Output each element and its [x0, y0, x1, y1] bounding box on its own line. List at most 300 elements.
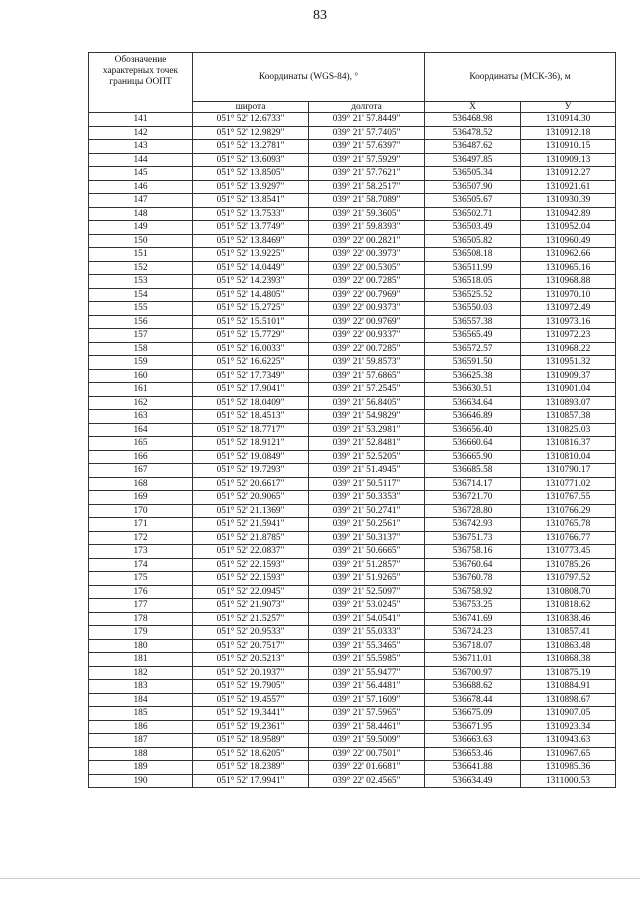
table-row: [89, 545, 616, 559]
table-row: [89, 531, 616, 545]
x-cell: 536656.40: [425, 423, 521, 437]
point-id-cell: 158: [89, 342, 193, 356]
longitude-cell: 039° 21' 50.5117": [309, 477, 425, 491]
latitude-cell: 051° 52' 18.4513": [193, 410, 309, 424]
latitude-cell: 051° 52' 19.4557": [193, 693, 309, 707]
longitude-header: долгота: [309, 102, 425, 113]
x-cell: 536760.64: [425, 558, 521, 572]
y-cell: 1310857.38: [521, 410, 616, 424]
latitude-cell: 051° 52' 13.6093": [193, 153, 309, 167]
longitude-cell: 039° 22' 00.9337": [309, 329, 425, 343]
point-id-cell: 176: [89, 585, 193, 599]
y-cell: 1310907.05: [521, 707, 616, 721]
x-cell: 536508.18: [425, 248, 521, 262]
table-row: [89, 410, 616, 424]
longitude-cell: 039° 21' 58.4461": [309, 720, 425, 734]
x-cell: 536753.25: [425, 599, 521, 613]
y-cell: 1310951.32: [521, 356, 616, 370]
table-row: [89, 261, 616, 275]
x-cell: 536653.46: [425, 747, 521, 761]
x-cell: 536507.90: [425, 180, 521, 194]
latitude-cell: 051° 52' 13.7533": [193, 207, 309, 221]
point-id-cell: 188: [89, 747, 193, 761]
table-row: [89, 153, 616, 167]
x-cell: 536700.97: [425, 666, 521, 680]
longitude-cell: 039° 22' 00.5305": [309, 261, 425, 275]
x-cell: 536557.38: [425, 315, 521, 329]
table-row: [89, 518, 616, 532]
latitude-cell: 051° 52' 13.8541": [193, 194, 309, 208]
x-cell: 536685.58: [425, 464, 521, 478]
latitude-cell: 051° 52' 21.1369": [193, 504, 309, 518]
longitude-cell: 039° 21' 50.2561": [309, 518, 425, 532]
point-id-cell: 167: [89, 464, 193, 478]
x-cell: 536721.70: [425, 491, 521, 505]
latitude-cell: 051° 52' 15.2725": [193, 302, 309, 316]
longitude-cell: 039° 21' 50.6665": [309, 545, 425, 559]
table-row: [89, 720, 616, 734]
latitude-cell: 051° 52' 18.7717": [193, 423, 309, 437]
point-id-cell: 148: [89, 207, 193, 221]
x-cell: 536742.93: [425, 518, 521, 532]
point-id-cell: 150: [89, 234, 193, 248]
table-row: [89, 342, 616, 356]
longitude-cell: 039° 21' 56.8405": [309, 396, 425, 410]
longitude-cell: 039° 21' 52.5097": [309, 585, 425, 599]
latitude-cell: 051° 52' 22.0837": [193, 545, 309, 559]
table-row: [89, 504, 616, 518]
table-row: [89, 639, 616, 653]
y-cell: 1310875.19: [521, 666, 616, 680]
longitude-cell: 039° 21' 59.8393": [309, 221, 425, 235]
point-id-cell: 186: [89, 720, 193, 734]
x-cell: 536641.88: [425, 761, 521, 775]
y-cell: 1310960.49: [521, 234, 616, 248]
table-row: [89, 707, 616, 721]
x-cell: 536646.89: [425, 410, 521, 424]
point-id-cell: 190: [89, 774, 193, 788]
longitude-cell: 039° 22' 00.7969": [309, 288, 425, 302]
longitude-cell: 039° 21' 52.5205": [309, 450, 425, 464]
latitude-cell: 051° 52' 20.9533": [193, 626, 309, 640]
y-cell: 1310914.30: [521, 113, 616, 127]
longitude-cell: 039° 22' 00.7285": [309, 275, 425, 289]
y-cell: 1310972.49: [521, 302, 616, 316]
x-cell: 536478.52: [425, 126, 521, 140]
point-id-cell: 162: [89, 396, 193, 410]
coordinates-table: [88, 52, 616, 788]
table-row: [89, 126, 616, 140]
x-cell: 536572.57: [425, 342, 521, 356]
x-cell: 536503.49: [425, 221, 521, 235]
longitude-cell: 039° 22' 00.9373": [309, 302, 425, 316]
table-row: [89, 747, 616, 761]
y-cell: 1310909.13: [521, 153, 616, 167]
y-cell: 1310910.15: [521, 140, 616, 154]
table-row: [89, 275, 616, 289]
latitude-cell: 051° 52' 20.1937": [193, 666, 309, 680]
x-cell: 536511.99: [425, 261, 521, 275]
longitude-cell: 039° 21' 55.3465": [309, 639, 425, 653]
latitude-cell: 051° 52' 13.8505": [193, 167, 309, 181]
table-row: [89, 450, 616, 464]
y-cell: 1310968.88: [521, 275, 616, 289]
longitude-cell: 039° 21' 58.7089": [309, 194, 425, 208]
x-cell: 536751.73: [425, 531, 521, 545]
y-cell: 1310921.61: [521, 180, 616, 194]
longitude-cell: 039° 21' 57.2545": [309, 383, 425, 397]
longitude-cell: 039° 22' 00.3973": [309, 248, 425, 262]
x-cell: 536741.69: [425, 612, 521, 626]
y-cell: 1310901.04: [521, 383, 616, 397]
x-cell: 536728.80: [425, 504, 521, 518]
x-cell: 536487.62: [425, 140, 521, 154]
y-cell: 1310962.66: [521, 248, 616, 262]
table-row: [89, 612, 616, 626]
msk36-header: Координаты (МСК-36), м: [425, 53, 616, 102]
table-row: [89, 167, 616, 181]
x-cell: 536497.85: [425, 153, 521, 167]
x-cell: 536711.01: [425, 653, 521, 667]
latitude-cell: 051° 52' 21.5257": [193, 612, 309, 626]
point-id-cell: 166: [89, 450, 193, 464]
y-cell: 1310767.55: [521, 491, 616, 505]
x-cell: 536665.90: [425, 450, 521, 464]
point-id-cell: 157: [89, 329, 193, 343]
y-cell: 1310930.39: [521, 194, 616, 208]
table-row: [89, 302, 616, 316]
table-row: [89, 626, 616, 640]
table-row: [89, 599, 616, 613]
point-id-cell: 177: [89, 599, 193, 613]
x-cell: 536634.64: [425, 396, 521, 410]
latitude-cell: 051° 52' 17.7349": [193, 369, 309, 383]
latitude-cell: 051° 52' 22.1593": [193, 558, 309, 572]
y-cell: 1310765.78: [521, 518, 616, 532]
longitude-cell: 039° 21' 51.4945": [309, 464, 425, 478]
point-id-cell: 143: [89, 140, 193, 154]
point-id-cell: 151: [89, 248, 193, 262]
latitude-header: широта: [193, 102, 309, 113]
point-id-cell: 175: [89, 572, 193, 586]
table-row: [89, 113, 616, 127]
table-row: [89, 423, 616, 437]
longitude-cell: 039° 21' 51.2857": [309, 558, 425, 572]
latitude-cell: 051° 52' 15.7729": [193, 329, 309, 343]
longitude-cell: 039° 21' 57.5965": [309, 707, 425, 721]
x-cell: 536688.62: [425, 680, 521, 694]
latitude-cell: 051° 52' 22.0945": [193, 585, 309, 599]
page-number: 83: [313, 8, 327, 23]
longitude-cell: 039° 21' 55.9477": [309, 666, 425, 680]
point-id-cell: 144: [89, 153, 193, 167]
point-id-cell: 185: [89, 707, 193, 721]
latitude-cell: 051° 52' 20.9065": [193, 491, 309, 505]
x-cell: 536718.07: [425, 639, 521, 653]
latitude-cell: 051° 52' 18.6205": [193, 747, 309, 761]
longitude-cell: 039° 21' 50.3137": [309, 531, 425, 545]
longitude-cell: 039° 21' 57.6397": [309, 140, 425, 154]
point-id-cell: 152: [89, 261, 193, 275]
longitude-cell: 039° 21' 55.5985": [309, 653, 425, 667]
point-id-cell: 184: [89, 693, 193, 707]
y-cell: 1310923.34: [521, 720, 616, 734]
y-cell: 1311000.53: [521, 774, 616, 788]
y-cell: 1310818.62: [521, 599, 616, 613]
point-id-cell: 141: [89, 113, 193, 127]
longitude-cell: 039° 22' 00.2821": [309, 234, 425, 248]
x-cell: 536505.67: [425, 194, 521, 208]
point-id-cell: 160: [89, 369, 193, 383]
y-cell: 1310884.91: [521, 680, 616, 694]
y-cell: 1310912.27: [521, 167, 616, 181]
longitude-cell: 039° 21' 51.9265": [309, 572, 425, 586]
x-cell: 536760.78: [425, 572, 521, 586]
y-cell: 1310785.26: [521, 558, 616, 572]
longitude-cell: 039° 21' 58.2517": [309, 180, 425, 194]
table-row: [89, 194, 616, 208]
latitude-cell: 051° 52' 18.2389": [193, 761, 309, 775]
table-row: [89, 207, 616, 221]
y-cell: 1310968.22: [521, 342, 616, 356]
longitude-cell: 039° 21' 57.7621": [309, 167, 425, 181]
y-cell: 1310825.03: [521, 423, 616, 437]
longitude-cell: 039° 21' 53.0245": [309, 599, 425, 613]
longitude-cell: 039° 22' 02.4565": [309, 774, 425, 788]
table-row: [89, 234, 616, 248]
point-id-cell: 189: [89, 761, 193, 775]
point-id-cell: 165: [89, 437, 193, 451]
latitude-cell: 051° 52' 19.3441": [193, 707, 309, 721]
point-id-cell: 161: [89, 383, 193, 397]
longitude-cell: 039° 21' 57.5929": [309, 153, 425, 167]
wgs84-header: Координаты (WGS-84), °: [193, 53, 425, 102]
table-row: [89, 221, 616, 235]
latitude-cell: 051° 52' 12.9829": [193, 126, 309, 140]
x-cell: 536634.49: [425, 774, 521, 788]
y-cell: 1310808.70: [521, 585, 616, 599]
y-cell: 1310967.65: [521, 747, 616, 761]
table-row: [89, 383, 616, 397]
latitude-cell: 051° 52' 14.2393": [193, 275, 309, 289]
y-header: У: [521, 102, 616, 113]
x-cell: 536505.82: [425, 234, 521, 248]
latitude-cell: 051° 52' 16.0033": [193, 342, 309, 356]
y-cell: 1310766.29: [521, 504, 616, 518]
x-cell: 536468.98: [425, 113, 521, 127]
y-cell: 1310790.17: [521, 464, 616, 478]
x-cell: 536758.16: [425, 545, 521, 559]
latitude-cell: 051° 52' 13.2781": [193, 140, 309, 154]
x-cell: 536724.23: [425, 626, 521, 640]
table-row: [89, 477, 616, 491]
table-row: [89, 140, 616, 154]
point-id-cell: 179: [89, 626, 193, 640]
y-cell: 1310943.63: [521, 734, 616, 748]
point-id-cell: 172: [89, 531, 193, 545]
point-id-cell: 168: [89, 477, 193, 491]
latitude-cell: 051° 52' 19.0849": [193, 450, 309, 464]
point-id-cell: 178: [89, 612, 193, 626]
point-id-cell: 173: [89, 545, 193, 559]
y-cell: 1310912.18: [521, 126, 616, 140]
latitude-cell: 051° 52' 12.6733": [193, 113, 309, 127]
point-id-cell: 171: [89, 518, 193, 532]
longitude-cell: 039° 21' 55.0333": [309, 626, 425, 640]
longitude-cell: 039° 22' 01.6681": [309, 761, 425, 775]
point-id-cell: 155: [89, 302, 193, 316]
table-row: [89, 315, 616, 329]
point-id-cell: 142: [89, 126, 193, 140]
latitude-cell: 051° 52' 20.6617": [193, 477, 309, 491]
table-row: [89, 464, 616, 478]
x-cell: 536525.52: [425, 288, 521, 302]
x-cell: 536675.09: [425, 707, 521, 721]
longitude-cell: 039° 21' 59.8573": [309, 356, 425, 370]
y-cell: 1310868.38: [521, 653, 616, 667]
y-cell: 1310965.16: [521, 261, 616, 275]
latitude-cell: 051° 52' 20.5213": [193, 653, 309, 667]
y-cell: 1310942.89: [521, 207, 616, 221]
y-cell: 1310973.16: [521, 315, 616, 329]
point-id-cell: 164: [89, 423, 193, 437]
longitude-cell: 039° 21' 54.0541": [309, 612, 425, 626]
latitude-cell: 051° 52' 18.9121": [193, 437, 309, 451]
x-cell: 536678.44: [425, 693, 521, 707]
y-cell: 1310838.46: [521, 612, 616, 626]
table-row: [89, 761, 616, 775]
point-id-cell: 170: [89, 504, 193, 518]
x-cell: 536714.17: [425, 477, 521, 491]
latitude-cell: 051° 52' 16.6225": [193, 356, 309, 370]
table-row: [89, 572, 616, 586]
longitude-cell: 039° 21' 54.9829": [309, 410, 425, 424]
point-id-cell: 146: [89, 180, 193, 194]
latitude-cell: 051° 52' 19.7293": [193, 464, 309, 478]
y-cell: 1310972.23: [521, 329, 616, 343]
x-cell: 536502.71: [425, 207, 521, 221]
point-id-cell: 147: [89, 194, 193, 208]
latitude-cell: 051° 52' 18.9589": [193, 734, 309, 748]
point-id-cell: 163: [89, 410, 193, 424]
x-cell: 536630.51: [425, 383, 521, 397]
longitude-cell: 039° 21' 59.3605": [309, 207, 425, 221]
longitude-cell: 039° 21' 57.1609": [309, 693, 425, 707]
y-cell: 1310898.67: [521, 693, 616, 707]
longitude-cell: 039° 22' 00.9769": [309, 315, 425, 329]
table-row: [89, 329, 616, 343]
latitude-cell: 051° 52' 13.9297": [193, 180, 309, 194]
y-cell: 1310771.02: [521, 477, 616, 491]
longitude-cell: 039° 21' 57.7405": [309, 126, 425, 140]
x-cell: 536660.64: [425, 437, 521, 451]
latitude-cell: 051° 52' 20.7517": [193, 639, 309, 653]
x-cell: 536550.03: [425, 302, 521, 316]
latitude-cell: 051° 52' 21.9073": [193, 599, 309, 613]
table-row: [89, 248, 616, 262]
point-id-cell: 169: [89, 491, 193, 505]
table-row: [89, 180, 616, 194]
bottom-rule: [0, 878, 640, 879]
table-row: [89, 585, 616, 599]
point-id-cell: 187: [89, 734, 193, 748]
y-cell: 1310766.77: [521, 531, 616, 545]
longitude-cell: 039° 21' 50.3353": [309, 491, 425, 505]
latitude-cell: 051° 52' 13.9225": [193, 248, 309, 262]
point-id-cell: 183: [89, 680, 193, 694]
longitude-cell: 039° 21' 57.6865": [309, 369, 425, 383]
x-header: X: [425, 102, 521, 113]
latitude-cell: 051° 52' 21.8785": [193, 531, 309, 545]
table-row: [89, 288, 616, 302]
latitude-cell: 051° 52' 17.9941": [193, 774, 309, 788]
x-cell: 536505.34: [425, 167, 521, 181]
longitude-cell: 039° 22' 00.7501": [309, 747, 425, 761]
latitude-cell: 051° 52' 18.0409": [193, 396, 309, 410]
y-cell: 1310952.04: [521, 221, 616, 235]
y-cell: 1310816.37: [521, 437, 616, 451]
point-id-cell: 174: [89, 558, 193, 572]
x-cell: 536671.95: [425, 720, 521, 734]
y-cell: 1310985.36: [521, 761, 616, 775]
latitude-cell: 051° 52' 21.5941": [193, 518, 309, 532]
longitude-cell: 039° 21' 53.2981": [309, 423, 425, 437]
table-row: [89, 558, 616, 572]
y-cell: 1310810.04: [521, 450, 616, 464]
longitude-cell: 039° 21' 59.5009": [309, 734, 425, 748]
longitude-cell: 039° 21' 50.2741": [309, 504, 425, 518]
y-cell: 1310893.07: [521, 396, 616, 410]
x-cell: 536565.49: [425, 329, 521, 343]
x-cell: 536625.38: [425, 369, 521, 383]
latitude-cell: 051° 52' 17.9041": [193, 383, 309, 397]
y-cell: 1310909.37: [521, 369, 616, 383]
longitude-cell: 039° 21' 52.8481": [309, 437, 425, 451]
x-cell: 536663.63: [425, 734, 521, 748]
latitude-cell: 051° 52' 13.8469": [193, 234, 309, 248]
table-row: [89, 680, 616, 694]
table-row: [89, 491, 616, 505]
x-cell: 536758.92: [425, 585, 521, 599]
y-cell: 1310857.41: [521, 626, 616, 640]
latitude-cell: 051° 52' 14.0449": [193, 261, 309, 275]
point-id-cell: 145: [89, 167, 193, 181]
latitude-cell: 051° 52' 19.7905": [193, 680, 309, 694]
table-row: [89, 693, 616, 707]
point-id-cell: 182: [89, 666, 193, 680]
latitude-cell: 051° 52' 19.2361": [193, 720, 309, 734]
table-body: [89, 113, 616, 788]
table-row: [89, 356, 616, 370]
latitude-cell: 051° 52' 13.7749": [193, 221, 309, 235]
table-row: [89, 774, 616, 788]
point-id-cell: 156: [89, 315, 193, 329]
longitude-cell: 039° 22' 00.7285": [309, 342, 425, 356]
longitude-cell: 039° 21' 56.4481": [309, 680, 425, 694]
point-id-cell: 181: [89, 653, 193, 667]
point-label-header: Обозначение характерных точек границы ООПТ: [89, 53, 193, 113]
y-cell: 1310863.48: [521, 639, 616, 653]
table-row: [89, 653, 616, 667]
point-id-cell: 149: [89, 221, 193, 235]
table-row: [89, 396, 616, 410]
y-cell: 1310970.10: [521, 288, 616, 302]
point-id-cell: 154: [89, 288, 193, 302]
table-row: [89, 666, 616, 680]
latitude-cell: 051° 52' 14.4805": [193, 288, 309, 302]
table-row: [89, 369, 616, 383]
point-id-cell: 153: [89, 275, 193, 289]
